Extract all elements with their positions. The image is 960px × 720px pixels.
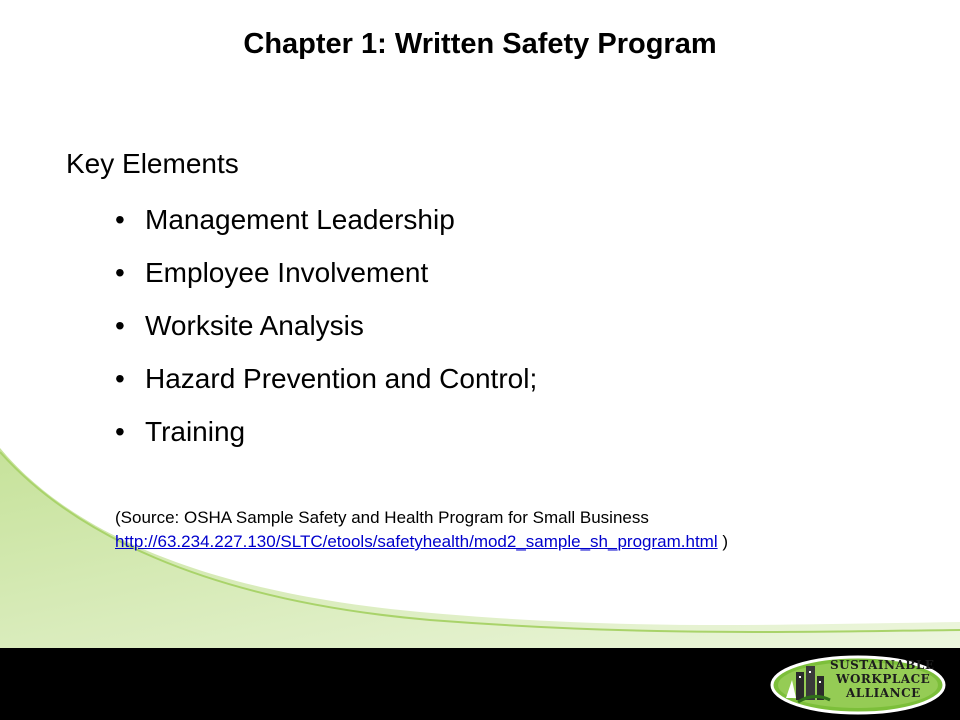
bullet-icon: • xyxy=(115,204,125,235)
source-suffix: ) xyxy=(717,532,728,551)
logo-wordmark xyxy=(830,658,950,700)
logo-line: ALLIANCE xyxy=(846,686,921,700)
list-item xyxy=(115,352,537,405)
list-item-text: Hazard Prevention and Control; xyxy=(145,363,538,394)
list-item-text: Worksite Analysis xyxy=(145,310,364,341)
list-item xyxy=(115,193,537,246)
list-item xyxy=(115,246,537,299)
key-elements-list xyxy=(115,193,537,458)
source-link-line xyxy=(115,530,728,554)
source-citation xyxy=(115,506,728,554)
slide-title: Chapter 1: Written Safety Program xyxy=(243,28,717,60)
list-item xyxy=(115,405,537,458)
list-item-text: Training xyxy=(145,416,246,447)
list-item-text: Employee Involvement xyxy=(145,257,429,288)
bullet-icon: • xyxy=(115,363,125,394)
section-heading: Key Elements xyxy=(66,148,239,179)
source-link[interactable]: http://63.234.227.130/SLTC/etools/safetyhealth/mod2_sample_sh_program.html xyxy=(115,532,718,551)
list-item-text: Management Leadership xyxy=(145,204,455,235)
bullet-icon: • xyxy=(115,310,125,341)
logo-line: SUSTAINABLE xyxy=(830,658,935,672)
bullet-icon: • xyxy=(115,416,125,447)
logo-line: WORKPLACE xyxy=(836,672,931,686)
bullet-icon: • xyxy=(115,257,125,288)
list-item xyxy=(115,299,537,352)
source-text: (Source: OSHA Sample Safety and Health Program for Small Business xyxy=(115,508,649,527)
